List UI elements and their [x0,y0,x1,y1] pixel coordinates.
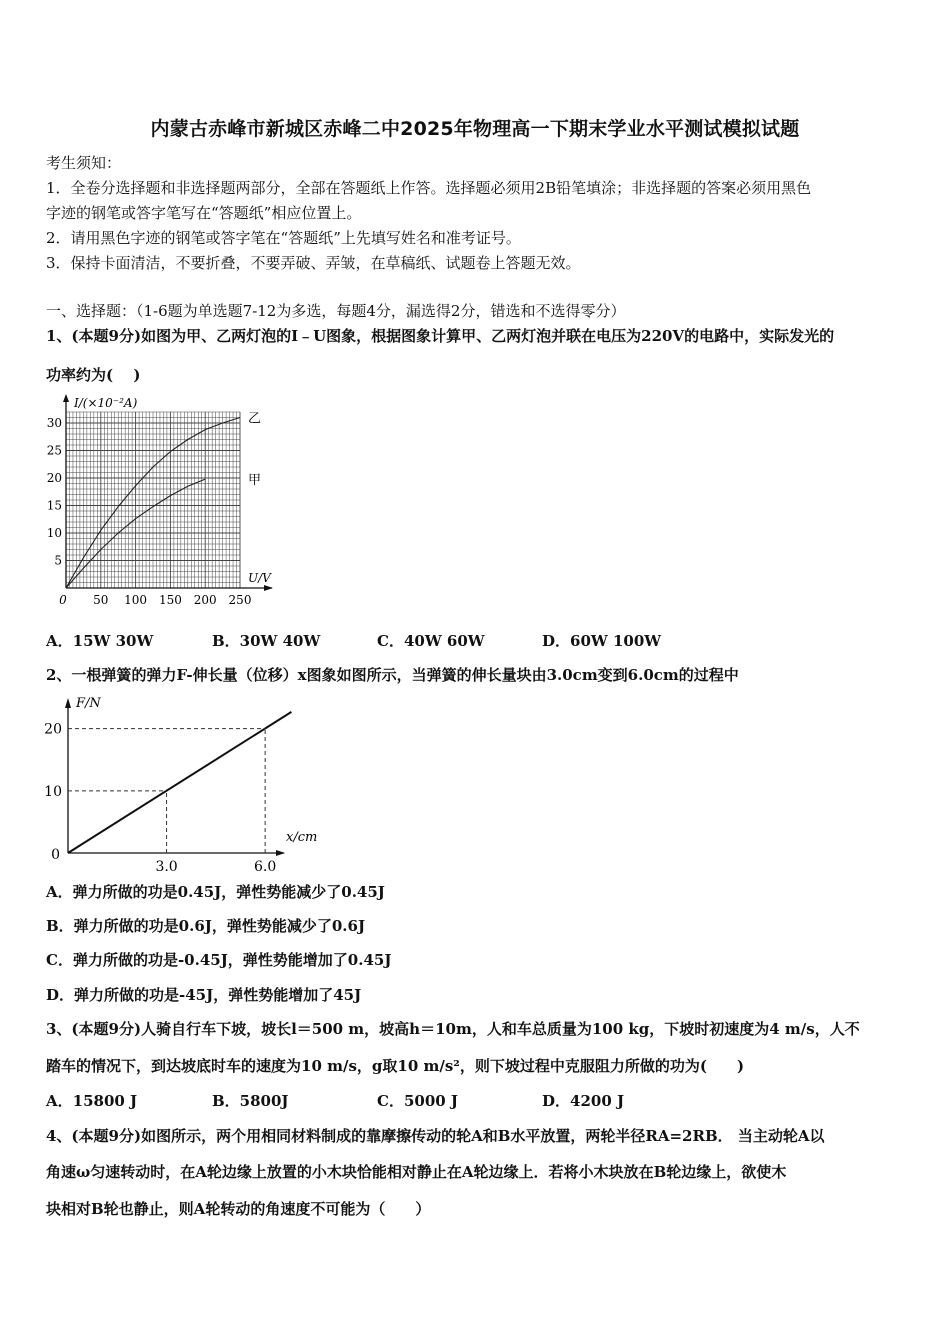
y-tick-label: 25 [46,443,62,458]
section-heading: 一、选择题：（1-6题为单选题7-12为多选，每题4分，漏选得2分，错选和不选得零分） [46,302,626,320]
notice-item-2: 2．请用黑色字迹的钢笔或答字笔在“答题纸”上先填写姓名和准考证号。 [46,229,521,247]
q3-option-d[interactable]: D．4200 J [542,1092,625,1110]
q2-option-b[interactable]: B．弹力所做的功是0.6J，弹性势能减少了0.6J [46,917,366,935]
x-axis-arrow [264,585,273,591]
y-axis-arrow [63,394,69,402]
notice-item-3: 3．保持卡面清洁，不要折叠，不要弄破、弄皱，在草稿纸、试题卷上答题无效。 [46,254,581,272]
x-tick-label: 250 [228,593,252,607]
q4-stem-line2: 角速ω匀速转动时，在A轮边缘上放置的小木块恰能相对静止在A轮边缘上．若将小木块放在B轮边缘上，欲使木 [46,1163,787,1181]
q3-stem-line1: 3、(本题9分)人骑自行车下坡，坡长l＝500 m，坡高h＝10m，人和车总质量为100 kg，下坡时初速度为4 m/s，人不 [46,1020,860,1038]
q2-option-c[interactable]: C．弹力所做的功是-0.45J，弹性势能增加了0.45J [46,951,392,969]
x-tick-label: 150 [158,593,182,607]
q4-stem-line1: 4、(本题9分)如图所示，两个用相同材料制成的靠摩擦传动的轮A和B水平放置，两轮半径RA=2RB． 当主动轮A以 [46,1127,825,1145]
x-tick-label: 100 [124,593,148,607]
notice-heading: 考生须知： [46,154,122,172]
q2-stem: 2、一根弹簧的弹力F-伸长量（位移）x图象如图所示，当弹簧的伸长量块由3.0cm变到6.0cm的过程中 [46,666,739,684]
q1-option-b[interactable]: B．30W 40W [212,632,321,650]
x-tick-label: 50 [93,593,109,607]
q2-option-a[interactable]: A．弹力所做的功是0.45J，弹性势能减少了0.45J [46,883,385,901]
q3-option-c[interactable]: C．5000 J [377,1092,459,1110]
y-axis-label: F/N [76,696,101,711]
y-axis-label: I/(×10⁻²A) [74,396,138,410]
iu-graph-figure [44,390,284,620]
x-axis-label: U/V [248,571,271,585]
x-tick-label: 200 [193,593,217,607]
y-tick-label: 5 [54,553,62,568]
y-tick-label: 20 [44,721,62,738]
q3-option-a[interactable]: A．15800 J [46,1092,138,1110]
iu-graph-grid [66,412,240,588]
y-axis-arrow [65,698,71,708]
page-title: 内蒙古赤峰市新城区赤峰二中2025年物理高一下期末学业水平测试模拟试题 [150,118,800,140]
y-tick-label: 30 [46,416,62,430]
x-axis-arrow [276,850,285,856]
q4-stem-line3: 块相对B轮也静止，则A轮转动的角速度不可能为（ ） [46,1200,431,1218]
notice-item-1: 1．全卷分选择题和非选择题两部分，全部在答题纸上作答。选择题必须用2B铅笔填涂；非选择题的答案必须用黑色 [46,179,812,197]
q3-option-b[interactable]: B．5800J [212,1092,289,1110]
q1-stem-line2: 功率约为( ) [46,366,141,384]
spring-graph-axes [65,698,285,856]
q3-stem-line2: 踏车的情况下，到达坡底时车的速度为10 m/s，g取10 m/s²，则下坡过程中克服阻力所做的功为( ) [46,1057,745,1075]
x-tick-label: 0 [59,593,67,607]
spring-graph [40,690,330,875]
force-line [68,712,291,853]
spring-graph-labels [44,696,317,875]
x-axis-label: x/cm [286,830,318,845]
q1-stem-line1: 1、(本题9分)如图为甲、乙两灯泡的I﹣U图象，根据图象计算甲、乙两灯泡并联在电压为220V的电路中，实际发光的 [46,327,835,345]
x-tick-label: 6.0 [254,859,277,875]
q1-option-d[interactable]: D．60W 100W [542,632,662,650]
spring-graph-series [68,712,291,853]
iu-graph [44,390,284,620]
x-tick-label: 3.0 [155,859,178,875]
iu-graph-labels [47,396,272,607]
y-tick-label: 15 [46,498,62,513]
y-tick-label: 20 [46,471,62,485]
y-tick-label: 10 [44,783,62,800]
iu-graph-axes [63,394,273,591]
series-label: 乙 [248,411,262,427]
q1-option-c[interactable]: C．40W 60W [377,632,485,650]
notice-item-1-cont: 字迹的钢笔或答字笔写在“答题纸”相应位置上。 [46,204,362,222]
series-label: 甲 [248,473,262,489]
spring-graph-figure [40,690,330,875]
q2-option-d[interactable]: D．弹力所做的功是-45J，弹性势能增加了45J [46,986,362,1004]
y-tick-label: 10 [46,526,62,540]
q1-option-a[interactable]: A．15W 30W [46,632,154,650]
origin-label: 0 [51,847,60,863]
